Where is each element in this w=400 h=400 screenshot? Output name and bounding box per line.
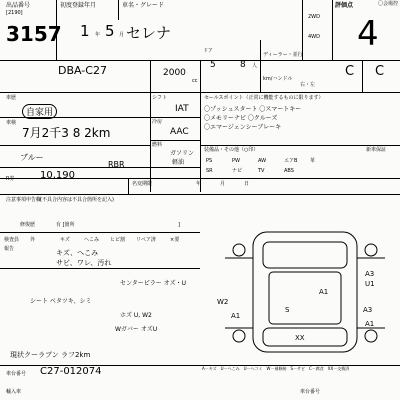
- lot-no-label: 出品番号: [6, 2, 31, 9]
- equip-navi: ナビ: [232, 168, 243, 174]
- car-diagram: [215, 228, 393, 356]
- notes-text: (不具合内容は不具合箇所を記入): [40, 197, 114, 203]
- equipment-title: 装備品・その他（○印）: [204, 147, 259, 153]
- note-line-5: 現状クーラブン ラフ2km: [10, 351, 91, 359]
- equip-airbag: エアB: [284, 158, 298, 164]
- grid-label-3: ヒビ割: [110, 237, 126, 243]
- lot-number: 3157: [6, 22, 62, 46]
- sales-point-1: 〇プッシュスタート 〇スマートキー: [204, 106, 302, 113]
- note-line-4: Wガバー オズU: [115, 326, 158, 333]
- month-unit-2: 月: [220, 181, 226, 187]
- color-value: ブルー: [20, 153, 44, 162]
- repair-label: 修復歴: [20, 222, 36, 228]
- repair-close: ]: [178, 222, 180, 228]
- first-reg-year: 1: [80, 22, 90, 40]
- steering: 右・左: [300, 82, 316, 88]
- footer-left: 輸入車: [6, 389, 22, 395]
- model-code: DBA-C27: [58, 64, 107, 77]
- sales-points-title: セールスポイント（正常に機能するものに限ります）: [204, 95, 324, 101]
- car-outline: [225, 232, 385, 352]
- ac-label: 冷房: [152, 119, 163, 125]
- fuel-label: 燃料: [152, 142, 163, 148]
- chassis-label: 車台番号: [6, 371, 27, 377]
- eval-label: 評価点: [335, 2, 354, 9]
- repair-value: 有 [箇所: [56, 222, 75, 228]
- eval-score: 4: [357, 14, 379, 54]
- seats-unit: 人: [252, 63, 258, 69]
- dealer-label: ディーラー・並行: [263, 52, 303, 58]
- seats-value: 8: [240, 60, 246, 70]
- maker-label: 名変期限: [132, 181, 153, 187]
- fuel-value: ガソリン: [170, 150, 195, 157]
- mark-a1-top: A1: [319, 288, 329, 296]
- displacement: 2000: [163, 68, 186, 78]
- displacement-unit: cc: [192, 78, 198, 84]
- equip-pw: PW: [232, 158, 240, 164]
- grid-label-0: 外: [30, 237, 36, 243]
- grid-label-1: キズ: [60, 237, 70, 243]
- drive-2wd-label: 2WD: [308, 14, 320, 20]
- note-line-2: シート ベタツキ、シミ: [30, 298, 92, 305]
- doors-value: 5: [210, 60, 216, 70]
- mark-a3-lower: A3: [363, 306, 373, 314]
- mark-a1-right: A1: [365, 320, 375, 328]
- day-unit: 日: [244, 181, 250, 187]
- sales-point-2: 〇メモリーナビ 〇クルーズ: [204, 115, 278, 122]
- grid-label-4: リペア済: [136, 237, 156, 243]
- mileage-label: R券: [6, 176, 15, 182]
- note-line-1: センターピラー オズ・U: [120, 280, 186, 287]
- color-code: RBR: [108, 160, 125, 169]
- chassis-number: C27-012074: [40, 366, 102, 377]
- year-unit-2: 年: [196, 181, 202, 187]
- equip-abs: ABS: [284, 168, 294, 174]
- note-line-3: ホズ U, W2: [120, 312, 152, 319]
- sheet-title: 〇会場控: [377, 1, 398, 7]
- fuel-value-2: 軽油: [172, 159, 185, 166]
- year-unit: 年: [95, 32, 101, 38]
- equip-leather: 革: [310, 158, 316, 164]
- mark-a1-left: A1: [231, 312, 241, 320]
- car-name: セレナ: [126, 24, 172, 42]
- sales-point-3: 〇エマージェンシーブレーキ: [204, 124, 282, 131]
- eval-score-box: [345, 12, 395, 60]
- footer-right: 車台番号: [300, 389, 321, 395]
- mileage-value: 10,190: [40, 170, 75, 181]
- drive-4wd-label: 4WD: [308, 34, 320, 40]
- doors-label: ドア: [203, 48, 213, 54]
- equip-tv: TV: [258, 168, 265, 174]
- new-car-warranty: 新車保証: [366, 147, 387, 153]
- mark-a3-right: A3: [365, 270, 375, 278]
- shaken-label: 車検: [6, 120, 17, 126]
- equip-ps: PS: [206, 158, 213, 164]
- inspector-handwritten-1: キズ、へこみ: [56, 249, 99, 257]
- first-reg-month: 5: [105, 22, 115, 40]
- auction-code: [2190]: [6, 10, 23, 16]
- inspector-label: 検査員: [4, 237, 20, 243]
- km-label: km/ハンドル: [263, 76, 293, 82]
- inspector-label-2: 報告: [4, 246, 15, 252]
- shaken-value: 7月2千3 8 2km: [22, 126, 111, 140]
- inspector-handwritten-2: サビ、ワレ、汚れ: [56, 259, 112, 267]
- month-unit: 月: [119, 32, 125, 38]
- equip-aw: AW: [258, 158, 267, 164]
- mark-u1: U1: [365, 280, 375, 288]
- mark-xx: XX: [295, 334, 305, 342]
- usage-value: 自家用: [22, 104, 57, 119]
- grid-label-2: へこみ: [84, 237, 100, 243]
- equip-sr: SR: [206, 168, 213, 174]
- mark-w2: W2: [217, 298, 229, 306]
- mark-s: S: [285, 306, 290, 314]
- shift-label: シフト: [152, 95, 168, 101]
- interior-grade: C: [345, 64, 355, 79]
- car-name-label: 車名・グレード: [122, 2, 165, 9]
- ac-value: AAC: [170, 127, 189, 137]
- legend-text: A－キズ U－へこみ U－ヘコミ W－補修跡 S－サビ C－腐食 XX－交換済: [202, 366, 350, 371]
- shift-value: IAT: [175, 104, 189, 114]
- usage-label: 車歴: [6, 95, 17, 101]
- first-reg-label: 初度登録年月: [60, 2, 97, 9]
- grid-label-5: ×要: [170, 237, 180, 243]
- notes-label: 注意事項申告欄: [6, 197, 42, 203]
- exterior-grade: C: [375, 64, 385, 79]
